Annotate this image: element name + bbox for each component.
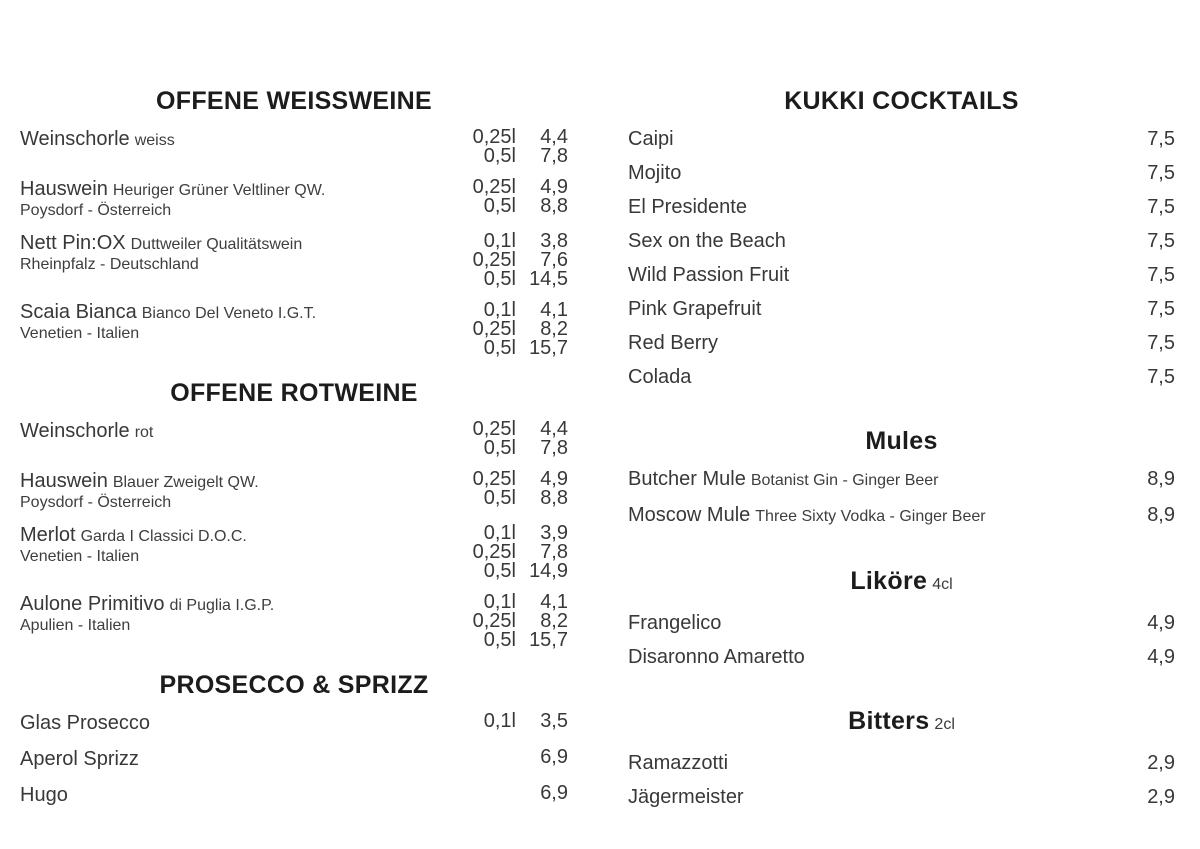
price-value: 15,7 bbox=[529, 629, 568, 651]
menu-item-nett-pinox bbox=[20, 232, 568, 289]
item-region: Poysdorf - Österreich bbox=[20, 494, 172, 511]
menu-item-sex-on-the-beach bbox=[628, 230, 1175, 252]
item-desc: Duttweiler Qualitätswein bbox=[130, 236, 303, 253]
section-title-offene-rotweine: OFFENE ROTWEINE bbox=[170, 379, 418, 407]
menu-item-hauswein-rot bbox=[20, 470, 568, 512]
price-size: 0,1l bbox=[483, 522, 516, 544]
item-prices bbox=[446, 470, 568, 512]
item-name: Aperol Sprizz bbox=[20, 748, 139, 770]
price-size: 0,25l bbox=[472, 418, 516, 440]
price-value: 4,9 bbox=[1147, 646, 1175, 668]
price-value: 7,8 bbox=[540, 437, 568, 459]
item-region: Venetien - Italien bbox=[20, 548, 140, 565]
price-size: 0,5l bbox=[483, 487, 516, 509]
item-name: Weinschorle bbox=[20, 420, 130, 442]
price-size: 0,25l bbox=[472, 541, 516, 563]
price-value: 7,5 bbox=[1147, 332, 1175, 354]
item-name-block bbox=[20, 712, 446, 736]
menu-item-merlot bbox=[20, 524, 568, 581]
price-value: 4,4 bbox=[540, 418, 568, 440]
price-value: 7,5 bbox=[1147, 230, 1175, 252]
price-size bbox=[446, 748, 516, 767]
item-name: Hauswein bbox=[20, 178, 108, 200]
menu-item-aperol-sprizz bbox=[20, 748, 568, 772]
item-name: Scaia Bianca bbox=[20, 301, 137, 323]
section-title-offene-weissweine: OFFENE WEISSWEINE bbox=[156, 87, 432, 115]
item-name-block bbox=[20, 784, 446, 808]
price-value: 3,8 bbox=[540, 230, 568, 252]
item-name: Frangelico bbox=[628, 612, 722, 634]
price-value: 7,6 bbox=[540, 249, 568, 271]
item-name: Hauswein bbox=[20, 470, 108, 492]
item-prices bbox=[446, 784, 568, 808]
item-desc: weiss bbox=[134, 132, 175, 149]
item-desc: Botanist Gin - Ginger Beer bbox=[750, 472, 939, 489]
item-region: Rheinpfalz - Deutschland bbox=[20, 256, 199, 273]
menu-item-hugo bbox=[20, 784, 568, 808]
item-region: Poysdorf - Österreich bbox=[20, 202, 172, 219]
price-value: 2,9 bbox=[1147, 786, 1175, 808]
section-title-text: Bitters bbox=[848, 707, 930, 735]
section-title-kukki-cocktails: KUKKI COCKTAILS bbox=[784, 87, 1019, 115]
menu-item-scaia-bianca bbox=[20, 301, 568, 358]
section-title-mules: Mules bbox=[865, 427, 938, 455]
item-name: Moscow Mule bbox=[628, 504, 751, 526]
price-row bbox=[446, 489, 568, 508]
item-desc: Bianco Del Veneto I.G.T. bbox=[141, 305, 317, 322]
price-size: 0,25l bbox=[472, 249, 516, 271]
price-value: 7,5 bbox=[1147, 264, 1175, 286]
item-prices bbox=[446, 748, 568, 772]
price-value: 4,1 bbox=[540, 299, 568, 321]
item-name: Aulone Primitivo bbox=[20, 593, 165, 615]
price-value: 7,5 bbox=[1147, 366, 1175, 388]
price-row bbox=[446, 197, 568, 216]
price-value: 3,5 bbox=[540, 710, 568, 732]
price-value: 4,9 bbox=[540, 468, 568, 490]
price-row bbox=[446, 631, 568, 650]
item-name-block bbox=[628, 468, 1147, 492]
menu-item-frangelico bbox=[628, 612, 1175, 634]
item-name: Glas Prosecco bbox=[20, 712, 151, 734]
menu-item-jaegermeister bbox=[628, 786, 1175, 808]
item-name: Ramazzotti bbox=[628, 752, 729, 774]
price-size: 0,5l bbox=[483, 145, 516, 167]
item-name: Weinschorle bbox=[20, 128, 130, 150]
price-size: 0,25l bbox=[472, 126, 516, 148]
price-value: 15,7 bbox=[529, 337, 568, 359]
price-value: 8,2 bbox=[540, 318, 568, 340]
price-value: 14,5 bbox=[529, 268, 568, 290]
item-name-block bbox=[20, 128, 446, 166]
menu-item-disaronno-amaretto bbox=[628, 646, 1175, 668]
menu-item-el-presidente bbox=[628, 196, 1175, 218]
price-size: 0,25l bbox=[472, 318, 516, 340]
item-name: Colada bbox=[628, 366, 692, 388]
price-value: 3,9 bbox=[540, 522, 568, 544]
price-row bbox=[446, 147, 568, 166]
price-value: 8,9 bbox=[1147, 504, 1175, 526]
price-value: 8,9 bbox=[1147, 468, 1175, 490]
item-name-block bbox=[20, 232, 446, 289]
menu-item-pink-grapefruit bbox=[628, 298, 1175, 320]
item-name-block bbox=[20, 748, 446, 772]
item-name: Butcher Mule bbox=[628, 468, 746, 490]
price-value: 4,9 bbox=[1147, 612, 1175, 634]
item-desc: Garda I Classici D.O.C. bbox=[80, 528, 247, 545]
price-size: 0,5l bbox=[483, 437, 516, 459]
item-desc: di Puglia I.G.P. bbox=[169, 597, 275, 614]
price-row bbox=[446, 748, 568, 767]
item-prices bbox=[446, 524, 568, 581]
price-row bbox=[446, 270, 568, 289]
item-name: Hugo bbox=[20, 784, 68, 806]
item-prices bbox=[446, 420, 568, 458]
item-name: Sex on the Beach bbox=[628, 230, 786, 252]
menu-item-red-berry bbox=[628, 332, 1175, 354]
price-value: 8,2 bbox=[540, 610, 568, 632]
item-name: Caipi bbox=[628, 128, 674, 150]
price-size: 0,1l bbox=[483, 710, 516, 732]
price-value: 2,9 bbox=[1147, 752, 1175, 774]
price-value: 6,9 bbox=[540, 782, 568, 804]
price-row bbox=[446, 712, 568, 731]
price-size: 0,5l bbox=[483, 337, 516, 359]
item-prices bbox=[446, 232, 568, 289]
item-name: Jägermeister bbox=[628, 786, 744, 808]
price-value: 7,5 bbox=[1147, 162, 1175, 184]
menu-item-moscow-mule bbox=[628, 504, 1175, 528]
item-name: Merlot bbox=[20, 524, 76, 546]
item-name: Mojito bbox=[628, 162, 682, 184]
price-size: 0,5l bbox=[483, 560, 516, 582]
price-value: 4,1 bbox=[540, 591, 568, 613]
menu-item-butcher-mule bbox=[628, 468, 1175, 492]
price-row bbox=[446, 439, 568, 458]
item-name-block bbox=[20, 593, 446, 650]
price-value: 6,9 bbox=[540, 746, 568, 768]
item-name-block bbox=[20, 524, 446, 581]
item-desc: Three Sixty Vodka - Ginger Beer bbox=[755, 508, 986, 525]
menu-item-ramazzotti bbox=[628, 752, 1175, 774]
section-title-prosecco-sprizz: PROSECCO & SPRIZZ bbox=[159, 671, 429, 699]
price-size bbox=[446, 784, 516, 803]
price-row bbox=[446, 562, 568, 581]
price-value: 7,5 bbox=[1147, 128, 1175, 150]
item-region: Venetien - Italien bbox=[20, 325, 140, 342]
price-size: 0,25l bbox=[472, 468, 516, 490]
price-size: 0,1l bbox=[483, 230, 516, 252]
price-size: 0,25l bbox=[472, 610, 516, 632]
item-region: Apulien - Italien bbox=[20, 617, 131, 634]
item-name: Red Berry bbox=[628, 332, 719, 354]
menu-item-hauswein-weiss bbox=[20, 178, 568, 220]
section-title-text: Liköre bbox=[850, 567, 928, 595]
item-prices bbox=[446, 128, 568, 166]
price-value: 8,8 bbox=[540, 487, 568, 509]
item-name-block bbox=[20, 178, 446, 220]
menu-item-aulone-primitivo bbox=[20, 593, 568, 650]
menu-column-right bbox=[628, 0, 1175, 820]
menu-item-weinschorle-weiss bbox=[20, 128, 568, 166]
menu-item-weinschorle-rot bbox=[20, 420, 568, 458]
price-size: 0,25l bbox=[472, 176, 516, 198]
item-name-block bbox=[20, 301, 446, 358]
price-value: 7,8 bbox=[540, 541, 568, 563]
menu-item-wild-passion-fruit bbox=[628, 264, 1175, 286]
price-value: 7,8 bbox=[540, 145, 568, 167]
item-desc: Heuriger Grüner Veltliner QW. bbox=[112, 182, 326, 199]
price-row bbox=[446, 784, 568, 803]
menu-item-caipi bbox=[628, 128, 1175, 150]
menu-item-colada bbox=[628, 366, 1175, 388]
price-value: 14,9 bbox=[529, 560, 568, 582]
item-prices bbox=[446, 178, 568, 220]
price-row bbox=[446, 339, 568, 358]
item-name-block bbox=[20, 470, 446, 512]
price-value: 4,9 bbox=[540, 176, 568, 198]
item-desc: Blauer Zweigelt QW. bbox=[112, 474, 259, 491]
item-desc: rot bbox=[134, 424, 154, 441]
item-name: Wild Passion Fruit bbox=[628, 264, 790, 286]
item-prices bbox=[446, 712, 568, 736]
item-prices bbox=[446, 593, 568, 650]
price-size: 0,5l bbox=[483, 195, 516, 217]
section-title-suffix: 2cl bbox=[934, 716, 955, 733]
price-size: 0,5l bbox=[483, 629, 516, 651]
item-name-block bbox=[20, 420, 446, 458]
section-title-bitters bbox=[628, 709, 1175, 737]
price-size: 0,1l bbox=[483, 299, 516, 321]
menu-item-mojito bbox=[628, 162, 1175, 184]
item-name: Nett Pin:OX bbox=[20, 232, 126, 254]
menu-column-left bbox=[20, 0, 568, 820]
price-value: 4,4 bbox=[540, 126, 568, 148]
item-prices bbox=[446, 301, 568, 358]
item-name: El Presidente bbox=[628, 196, 747, 218]
price-size: 0,1l bbox=[483, 591, 516, 613]
section-title-likoere bbox=[628, 569, 1175, 597]
price-value: 7,5 bbox=[1147, 298, 1175, 320]
price-size: 0,5l bbox=[483, 268, 516, 290]
menu-item-glas-prosecco bbox=[20, 712, 568, 736]
price-value: 7,5 bbox=[1147, 196, 1175, 218]
item-name: Disaronno Amaretto bbox=[628, 646, 805, 668]
section-title-suffix: 4cl bbox=[932, 576, 953, 593]
item-name-block bbox=[628, 504, 1147, 528]
price-value: 8,8 bbox=[540, 195, 568, 217]
item-name: Pink Grapefruit bbox=[628, 298, 762, 320]
